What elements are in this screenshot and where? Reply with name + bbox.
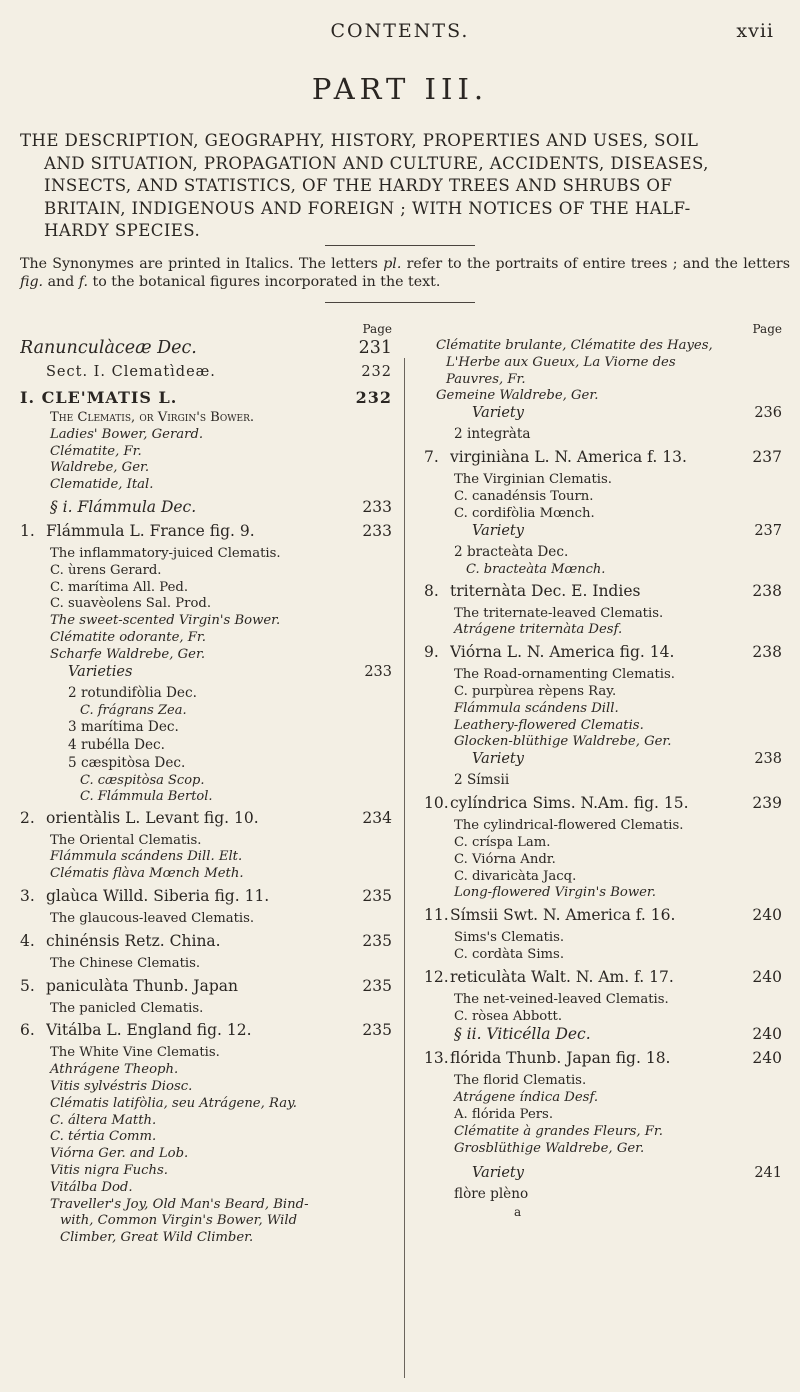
- species-name: cylíndrica Sims. N.Am. fig. 15.: [450, 794, 689, 813]
- species-number: 8.: [424, 581, 439, 600]
- species-entry: [424, 643, 782, 667]
- variety-label: Variety: [472, 1165, 524, 1182]
- divider-rule: [325, 245, 475, 246]
- page-ref: 238: [752, 581, 782, 600]
- note-text: and: [43, 273, 79, 290]
- species-entry: [424, 448, 782, 472]
- synonym: Flámmula scándens Dill.: [454, 700, 619, 716]
- variety-entry: [424, 772, 782, 790]
- page-ref: 240: [752, 906, 782, 925]
- species-name: Viórna L. N. America fig. 14.: [450, 643, 675, 662]
- synonym: The florid Clematis.: [454, 1073, 587, 1089]
- page-ref: 239: [752, 794, 782, 813]
- species-synonyms: [424, 338, 782, 405]
- variety-name: 2 Símsii: [454, 772, 510, 789]
- synonym: Atrágene triternàta Desf.: [454, 622, 623, 638]
- synonym: The sweet-scented Virgin's Bower.: [50, 613, 281, 629]
- page-ref: 234: [362, 808, 392, 827]
- synonym: L'Herbe aux Gueux, La Viorne des: [446, 354, 676, 370]
- synonym: Clématis flàva Mœnch Meth.: [50, 866, 244, 882]
- page-number: xvii: [736, 20, 774, 42]
- synonym: The glaucous-leaved Clematis.: [50, 910, 255, 926]
- synonym: Clématite odorante, Fr.: [50, 629, 206, 645]
- synonym: Leathery-flowered Clematis.: [454, 717, 644, 733]
- species-synonyms: [424, 472, 782, 522]
- species-number: 5.: [20, 976, 35, 995]
- variety-entry: [20, 719, 392, 737]
- species-synonyms: [20, 833, 392, 883]
- synonym: The panicled Clematis.: [50, 1000, 204, 1016]
- synonym: Vitálba Dod.: [50, 1179, 133, 1195]
- synonym: Clématite brulante, Clématite des Hayes,: [436, 338, 713, 353]
- species-synonyms: [424, 930, 782, 964]
- description-line: INSECTS, AND STATISTICS, OF THE HARDY TREES AND SHRUBS OF: [44, 176, 673, 195]
- species-synonyms: [20, 546, 392, 664]
- subsection-entry: [424, 1025, 782, 1049]
- variety-heading: [424, 523, 782, 544]
- synonym: The Clematis, or Virgin's Bower.: [50, 410, 255, 425]
- species-entry: [424, 1049, 782, 1073]
- variety-synonym: C. bracteàta Mœnch.: [466, 561, 606, 577]
- species-synonyms: [424, 1073, 782, 1157]
- synonym: The Road-ornamenting Clematis.: [454, 667, 675, 683]
- variety-label: Variety: [472, 405, 524, 422]
- synonym: The net-veined-leaved Clematis.: [454, 991, 669, 1007]
- genus-name: I. CLE'MATIS L.: [20, 388, 178, 407]
- page-ref: 235: [362, 1021, 392, 1040]
- synonym: Viórna Ger. and Lob.: [50, 1146, 189, 1162]
- species-synonyms: [424, 818, 782, 902]
- page-ref: 238: [752, 643, 782, 662]
- page-ref: 241: [754, 1165, 782, 1182]
- italics-note: [20, 256, 790, 291]
- synonym: C. cordàta Sims.: [454, 946, 565, 962]
- page-ref: 231: [358, 338, 392, 358]
- genus-synonyms: [20, 410, 392, 494]
- species-name: glaùca Willd. Siberia fig. 11.: [46, 886, 270, 905]
- species-name: triternàta Dec. E. Indies: [450, 581, 641, 600]
- family-name: Ranunculàceæ Dec.: [20, 338, 197, 358]
- species-entry: [424, 906, 782, 930]
- synonym: Pauvres, Fr.: [446, 371, 526, 387]
- species-name: chinénsis Retz. China.: [46, 931, 221, 950]
- section-entry: [20, 364, 392, 388]
- variety-heading: [424, 1165, 782, 1186]
- variety-synonym: C. frágrans Zea.: [80, 702, 187, 718]
- variety-synonym: C. cæspitòsa Scop.: [80, 772, 205, 788]
- variety-name: 3 marítima Dec.: [68, 718, 179, 735]
- note-text: to the botanical figures incorporated in the text.: [88, 273, 441, 290]
- subsection-entry: [20, 498, 392, 522]
- synonym: The cylindrical-flowered Clematis.: [454, 818, 684, 834]
- variety-name: flòre plèno: [454, 1186, 529, 1203]
- subsection-name: § i. Flámmula Dec.: [50, 497, 197, 516]
- synonym: Clematide, Ital.: [50, 477, 154, 493]
- species-name: Flámmula L. France fig. 9.: [46, 521, 255, 540]
- part-description: [20, 130, 790, 243]
- synonym: C. críspa Lam.: [454, 834, 551, 850]
- divider-rule: [325, 302, 475, 303]
- species-entry: [20, 1021, 392, 1045]
- signature-mark: a: [514, 1205, 522, 1220]
- synonym: The White Vine Clematis.: [50, 1045, 220, 1061]
- species-number: 4.: [20, 931, 35, 950]
- synonym: Sims's Clematis.: [454, 930, 565, 946]
- section-name: Sect. I. Clematìdeæ.: [46, 364, 216, 380]
- species-number: 3.: [20, 886, 35, 905]
- variety-name: 2 integràta: [454, 426, 531, 443]
- variety-name: 4 rubélla Dec.: [68, 736, 165, 753]
- synonym: Vitis nigra Fuchs.: [50, 1162, 168, 1178]
- synonym: Glocken-blüthige Waldrebe, Ger.: [454, 734, 672, 750]
- species-entry: [20, 522, 392, 546]
- column-divider: [404, 358, 405, 1378]
- synonym: Flámmula scándens Dill. Elt.: [50, 849, 243, 865]
- right-column: [424, 320, 782, 1220]
- synonym: Ladies' Bower, Gerard.: [50, 426, 204, 442]
- synonym: Waldrebe, Ger.: [50, 460, 150, 476]
- page-ref: 238: [754, 751, 782, 768]
- page-ref: 240: [752, 967, 782, 986]
- page-ref: 233: [362, 497, 392, 516]
- synonym: The triternate-leaved Clematis.: [454, 605, 664, 621]
- species-number: 11.: [424, 906, 449, 925]
- variety-label: Variety: [472, 751, 524, 768]
- species-number: 1.: [20, 521, 35, 540]
- page-ref: 240: [752, 1049, 782, 1068]
- description-line: BRITAIN, INDIGENOUS AND FOREIGN ; WITH NOTICES OF THE HALF-: [44, 198, 691, 218]
- species-number: 7.: [424, 448, 439, 467]
- species-name: Vitálba L. England fig. 12.: [46, 1021, 252, 1040]
- species-entry: [20, 932, 392, 956]
- page-ref: 235: [362, 976, 392, 995]
- variety-synonym: C. Flámmula Bertol.: [80, 788, 213, 804]
- page-ref: 232: [361, 364, 392, 380]
- synonym: Clématis latifòlia, seu Atrágene, Ray.: [50, 1095, 297, 1111]
- species-name: flórida Thunb. Japan fig. 18.: [450, 1049, 671, 1068]
- synonym: Climber, Great Wild Climber.: [60, 1230, 254, 1246]
- species-number: 13.: [424, 1049, 449, 1068]
- genus-entry: [20, 388, 392, 410]
- synonym: Gemeine Waldrebe, Ger.: [436, 388, 599, 404]
- synonym: Clématite à grandes Fleurs, Fr.: [454, 1123, 663, 1139]
- page-ref: 236: [754, 405, 782, 422]
- species-entry: [424, 794, 782, 818]
- page-column-label: Page: [752, 322, 782, 336]
- synonym: C. cordifòlia Mœnch.: [454, 505, 595, 521]
- page-ref: 235: [362, 931, 392, 950]
- varieties-heading: [20, 664, 392, 685]
- synonym: Scharfe Waldrebe, Ger.: [50, 646, 206, 662]
- family-entry: [20, 338, 392, 364]
- species-synonyms: [424, 992, 782, 1026]
- synonym: A. flórida Pers.: [454, 1106, 554, 1122]
- synonym: C. purpùrea rèpens Ray.: [454, 683, 617, 699]
- variety-name: 2 bracteàta Dec.: [454, 543, 569, 560]
- variety-heading: [424, 751, 782, 772]
- page-ref: 237: [752, 448, 782, 467]
- synonym: The Virginian Clematis.: [454, 472, 612, 488]
- variety-name: 5 cæspitòsa Dec.: [68, 754, 186, 771]
- running-title: CONTENTS.: [330, 20, 470, 42]
- variety-synonyms: [20, 773, 392, 805]
- note-abbrev: fig.: [20, 273, 44, 290]
- note-text: The Synonymes are printed in Italics. The letters: [20, 256, 384, 272]
- page-ref: 240: [752, 1025, 782, 1044]
- synonym: C. áltera Matth.: [50, 1112, 157, 1128]
- description-line: AND SITUATION, PROPAGATION AND CULTURE, ACCIDENTS, DISEASES,: [44, 153, 709, 173]
- species-synonyms: [20, 956, 392, 973]
- synonym: The Chinese Clematis.: [50, 955, 201, 971]
- synonym: The Oriental Clematis.: [50, 832, 202, 848]
- species-entry: [424, 968, 782, 992]
- page-column-label: Page: [362, 322, 392, 336]
- species-number: 2.: [20, 808, 35, 827]
- part-title: PART III.: [311, 72, 489, 106]
- synonym: C. ùrens Gerard.: [50, 562, 162, 578]
- synonym: Grosblüthige Waldrebe, Ger.: [454, 1140, 645, 1156]
- synonym: C. ròsea Abbott.: [454, 1008, 563, 1024]
- page-ref: 232: [355, 388, 392, 407]
- species-name: Símsii Swt. N. America f. 16.: [450, 906, 676, 925]
- page-ref: 233: [364, 663, 392, 680]
- species-number: 10.: [424, 794, 449, 813]
- variety-entry: [424, 1186, 782, 1204]
- synonym: The inflammatory-juiced Clematis.: [50, 545, 281, 561]
- species-entry: [20, 887, 392, 911]
- synonym: C. canadénsis Tourn.: [454, 488, 594, 504]
- species-name: virginiàna L. N. America f. 13.: [450, 448, 687, 467]
- description-line: THE DESCRIPTION, GEOGRAPHY, HISTORY, PROPERTIES AND USES, SOIL: [20, 131, 699, 150]
- species-synonyms: [20, 1045, 392, 1247]
- synonym: Atrágene índica Desf.: [454, 1090, 599, 1106]
- synonym: C. divaricàta Jacq.: [454, 868, 577, 884]
- synonym: C. suavèolens Sal. Prod.: [50, 596, 212, 612]
- synonym: C. Viórna Andr.: [454, 851, 556, 867]
- species-synonyms: [424, 667, 782, 751]
- species-entry: [20, 809, 392, 833]
- species-number: 6.: [20, 1021, 35, 1040]
- variety-entry: [20, 737, 392, 755]
- variety-heading: [424, 405, 782, 426]
- variety-name: 2 rotundifòlia Dec.: [68, 684, 197, 701]
- variety-entry: [424, 426, 782, 444]
- species-name: orientàlis L. Levant fig. 10.: [46, 808, 259, 827]
- species-number: 9.: [424, 643, 439, 662]
- species-synonyms: [20, 911, 392, 928]
- species-entry: [424, 582, 782, 606]
- synonym: C. marítima All. Ped.: [50, 579, 189, 595]
- note-abbrev: pl.: [383, 256, 402, 272]
- species-entry: [20, 977, 392, 1001]
- note-text: refer to the portraits of entire trees ; and the letters: [401, 256, 790, 272]
- subsection-name: § ii. Viticélla Dec.: [454, 1025, 591, 1044]
- varieties-label: Varieties: [68, 663, 133, 680]
- variety-entry: [20, 685, 392, 703]
- left-column: [20, 320, 392, 1247]
- variety-entry: [424, 544, 782, 562]
- synonym: Long-flowered Virgin's Bower.: [454, 885, 656, 901]
- note-abbrev: f.: [78, 273, 89, 290]
- species-number: 12.: [424, 967, 449, 986]
- species-synonyms: [20, 1001, 392, 1018]
- species-synonyms: [424, 606, 782, 640]
- synonym: with, Common Virgin's Bower, Wild: [60, 1213, 298, 1229]
- synonym: C. tértia Comm.: [50, 1129, 157, 1145]
- synonym: Athrágene Theoph.: [50, 1062, 179, 1078]
- synonym: Clématite, Fr.: [50, 443, 142, 459]
- running-head: [0, 20, 800, 50]
- species-name: paniculàta Thunb. Japan: [46, 976, 239, 995]
- page-ref: 235: [362, 886, 392, 905]
- variety-entry: [20, 755, 392, 773]
- variety-label: Variety: [472, 522, 524, 539]
- synonym: Traveller's Joy, Old Man's Beard, Bind-: [50, 1196, 309, 1212]
- page-ref: 237: [754, 522, 782, 539]
- species-name: reticulàta Walt. N. Am. f. 17.: [450, 967, 674, 986]
- description-line: HARDY SPECIES.: [44, 221, 201, 240]
- synonym: Vitis sylvéstris Diosc.: [50, 1078, 193, 1094]
- page-ref: 233: [362, 521, 392, 540]
